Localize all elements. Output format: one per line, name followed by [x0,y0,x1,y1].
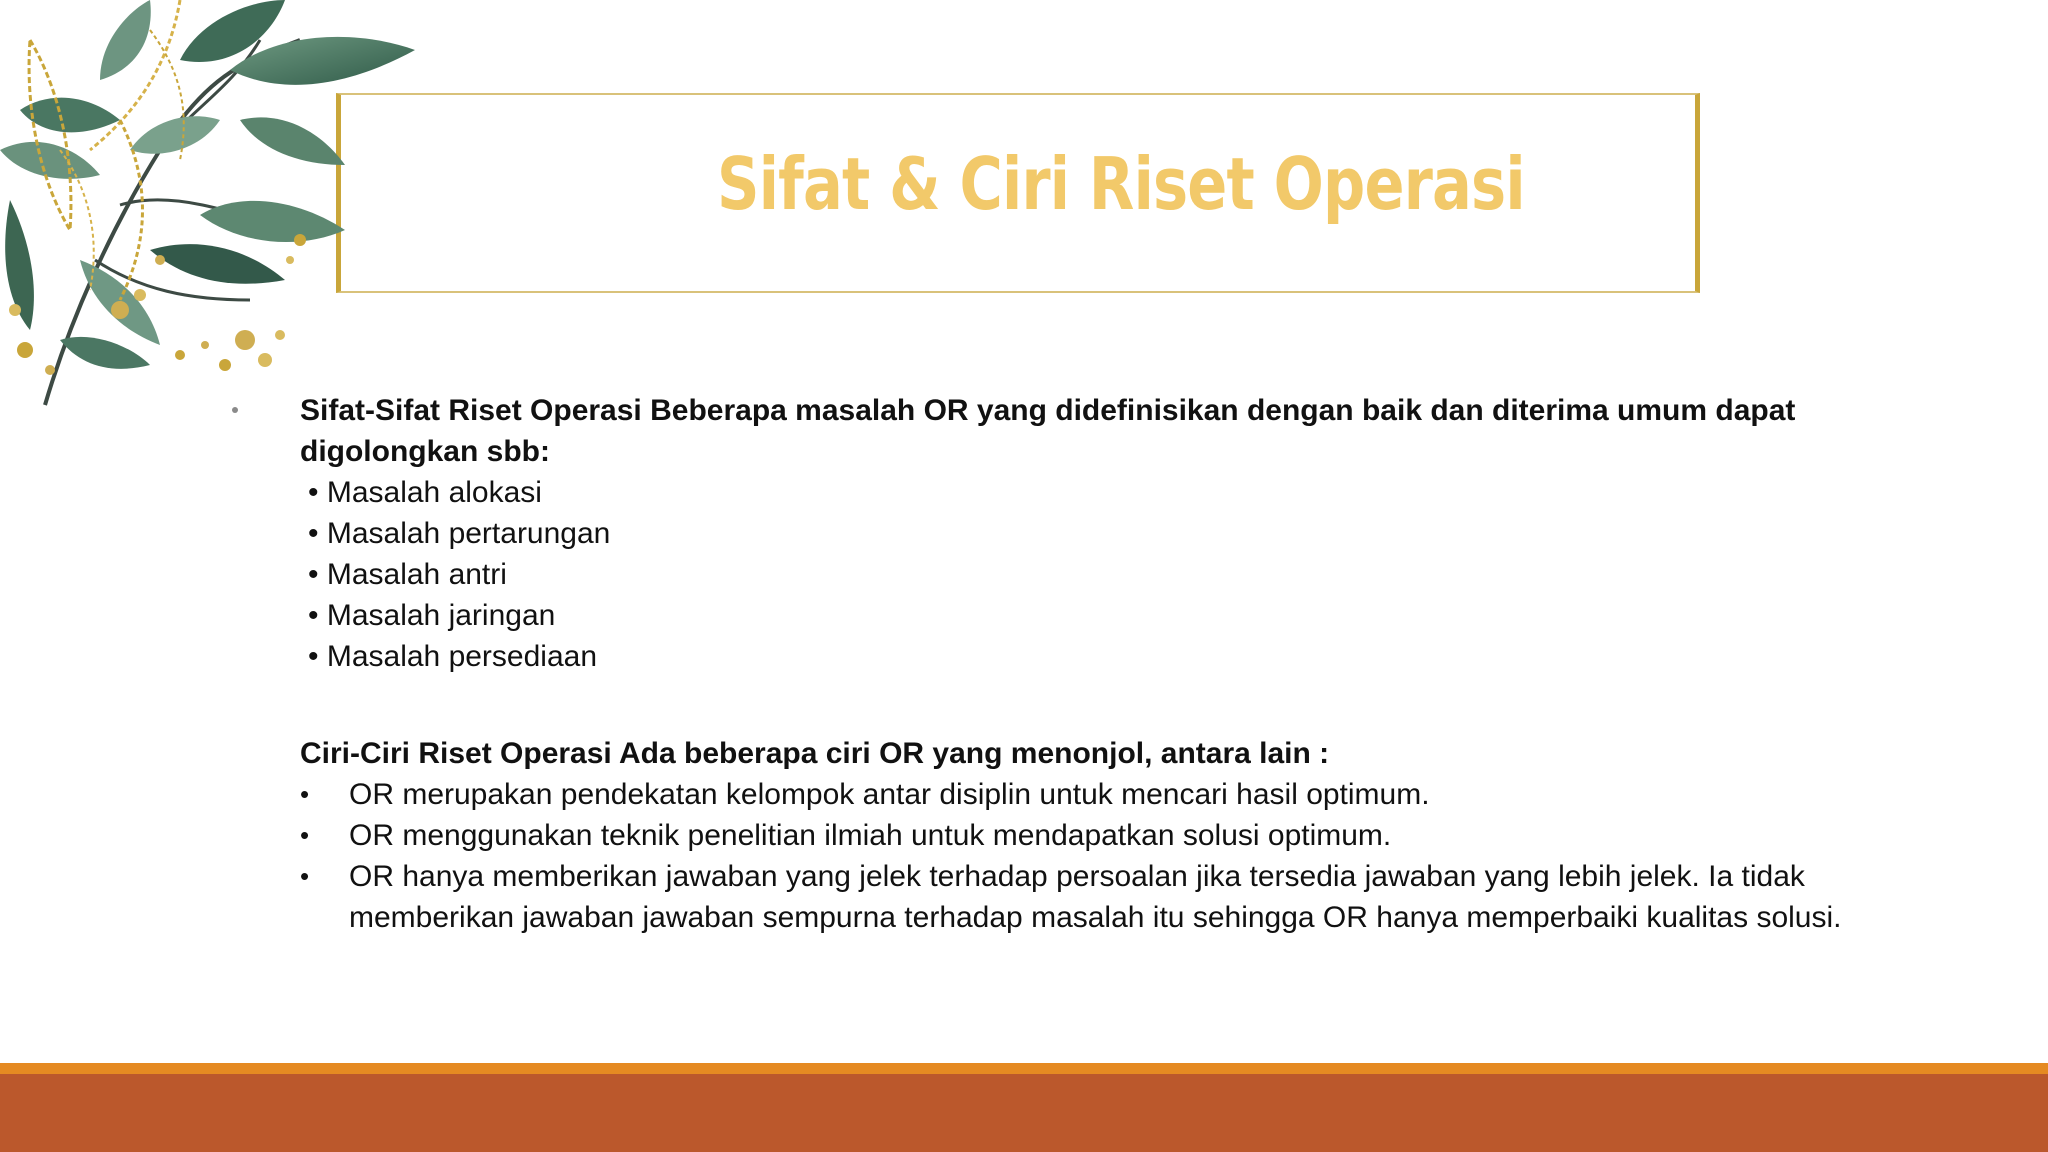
list-item-text: OR menggunakan teknik penelitian ilmiah untuk mendapatkan solusi optimum. [349,819,1392,852]
slide-title: Sifat & Ciri Riset Operasi [717,142,1525,226]
section2-list [300,774,1920,938]
list-item: • Masalah alokasi [308,476,542,509]
list-item: • Masalah persediaan [308,640,598,673]
section2-heading: Ciri-Ciri Riset Operasi Ada beberapa ciri OR yang menonjol, antara lain : [300,737,1330,770]
list-item [300,815,1920,856]
bullet-icon: • [300,861,310,891]
slide-content [300,390,1920,938]
list-item: • Masalah antri [308,558,507,591]
bullet-icon: • [300,820,310,850]
section1-heading: Sifat-Sifat Riset Operasi Beberapa masalah OR yang didefinisikan dengan baik dan diterima umum dapat digolongkan sbb: [300,394,1796,468]
list-item: • Masalah jaringan [308,599,556,632]
section1-list [300,472,1920,677]
bullet-icon: • [300,779,310,809]
list-item-text: OR merupakan pendekatan kelompok antar disiplin untuk mencari hasil optimum. [349,778,1430,811]
list-item [300,774,1920,815]
list-item-text: OR hanya memberikan jawaban yang jelek terhadap persoalan jika tersedia jawaban yang lebih jelek. Ia tidak memberikan jawaban jawaban sempurna terhadap masalah itu sehingga OR hanya memperbaiki kualitas solusi. [349,860,1842,934]
spacer [300,677,1920,733]
list-item: • Masalah pertarungan [308,517,611,550]
footer-accent-line [0,1063,2048,1074]
footer-bar [0,1074,2048,1152]
list-item [300,856,1920,938]
